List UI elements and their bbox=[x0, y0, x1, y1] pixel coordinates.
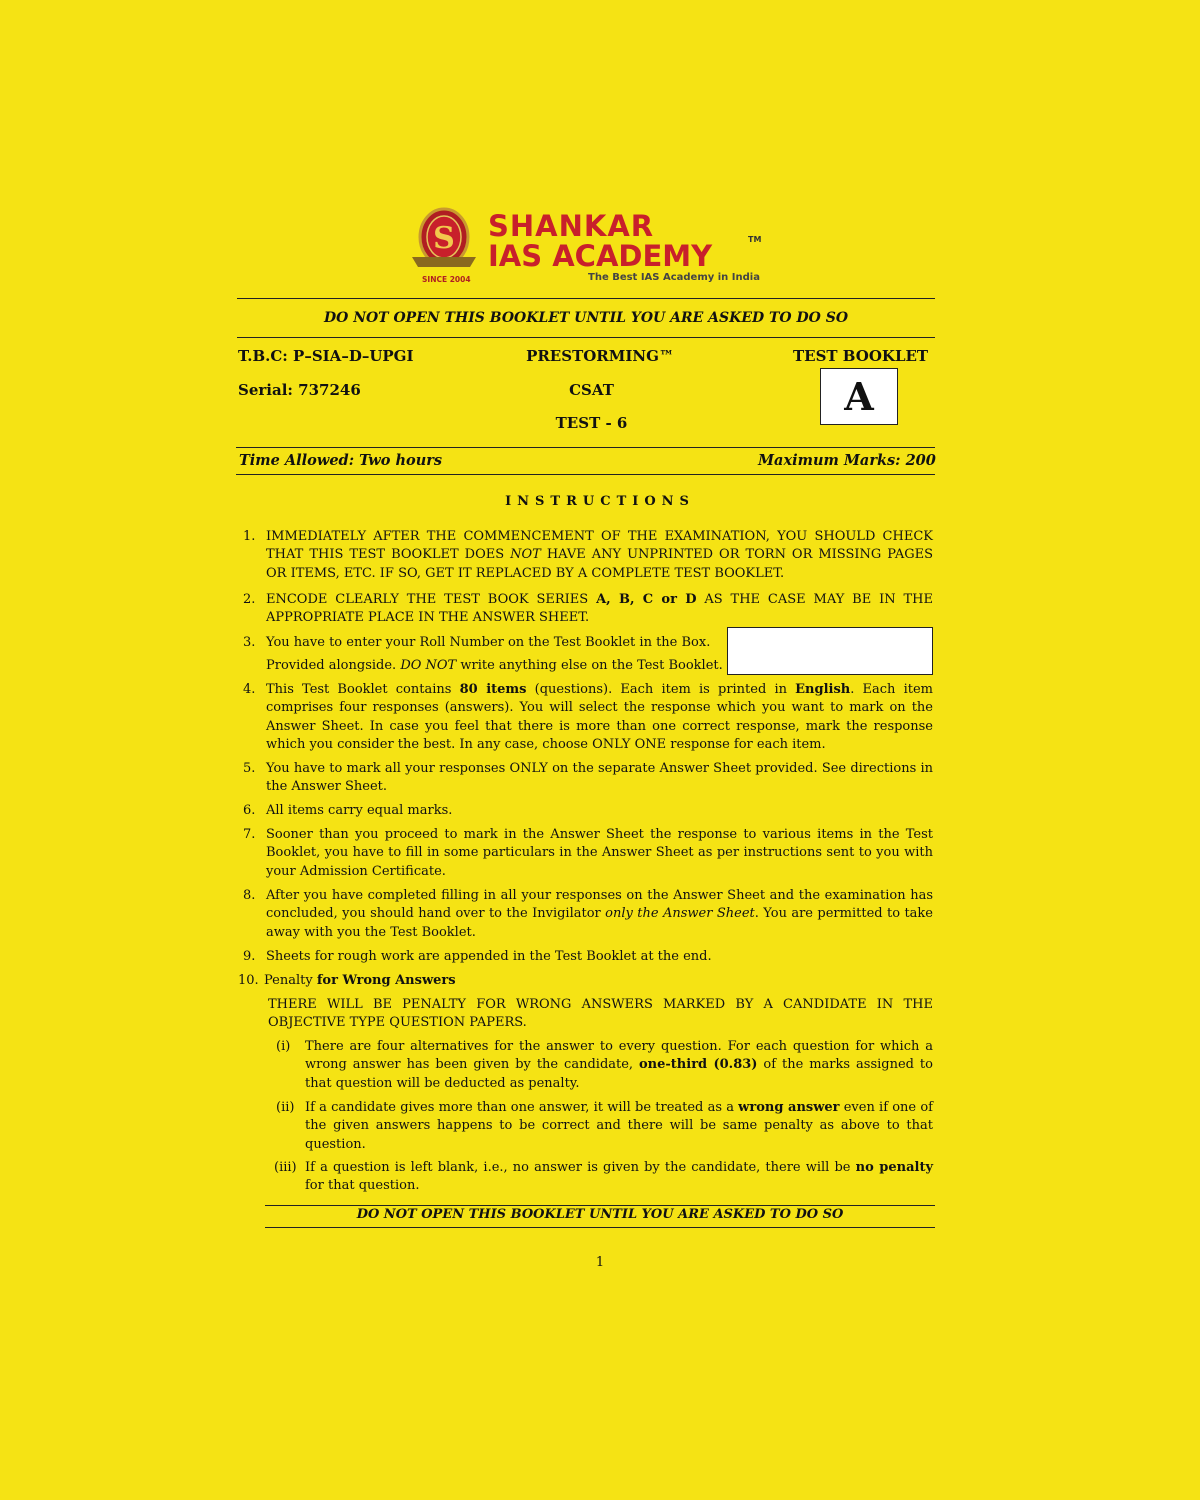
penalty-item-2: If a candidate gives more than one answer, it will be treated as a wrong answer even if one of the given answers happens to be correct and there will be same penalty as above to that question. bbox=[305, 1100, 933, 1152]
instruction-item-4: This Test Booklet contains 80 items (questions). Each item is printed in English. Each item comprises four responses (answers). You will select the response which you want to mark on the Answer Sheet. In case you feel that there is more than one correct response, mark the response which you consider the best. In any case, choose ONLY ONE response for each item. bbox=[266, 682, 933, 752]
tbc-code: T.B.C: P–SIA–D–UPGI bbox=[238, 347, 414, 365]
maximum-marks: Maximum Marks: 200 bbox=[758, 452, 936, 469]
academy-logo bbox=[410, 205, 770, 290]
bottom-warning-banner: DO NOT OPEN THIS BOOKLET UNTIL YOU ARE ASKED TO DO SO bbox=[356, 1207, 844, 1222]
program-name: PRESTORMING™ bbox=[526, 347, 674, 365]
logo-wordmark bbox=[488, 211, 712, 271]
logo-trademark: TM bbox=[748, 235, 762, 244]
item-number: 3. bbox=[243, 635, 256, 650]
top-warning-banner: DO NOT OPEN THIS BOOKLET UNTIL YOU ARE ASKED TO DO SO bbox=[323, 310, 849, 326]
sub-item-number: (ii) bbox=[276, 1100, 295, 1115]
item-number: 6. bbox=[243, 803, 256, 818]
instruction-item-10: Penalty for Wrong Answers bbox=[264, 973, 456, 988]
instruction-item-6: All items carry equal marks. bbox=[266, 803, 453, 818]
instructions-heading: INSTRUCTIONS bbox=[505, 494, 695, 509]
sub-item-number: (iii) bbox=[274, 1160, 297, 1175]
academy-seal-icon bbox=[410, 205, 482, 277]
penalty-item-3: If a question is left blank, i.e., no answer is given by the candidate, there will be no penalty for that question. bbox=[305, 1160, 934, 1194]
subject-name: CSAT bbox=[569, 381, 614, 399]
instruction-item-3-line-2: Provided alongside. DO NOT write anything else on the Test Booklet. bbox=[266, 658, 723, 673]
roll-number-box[interactable] bbox=[727, 627, 933, 675]
item-number: 8. bbox=[243, 888, 256, 903]
logo-since: SINCE 2004 bbox=[422, 275, 471, 284]
divider bbox=[237, 298, 935, 299]
item-number: 7. bbox=[243, 827, 256, 842]
divider bbox=[236, 447, 935, 448]
serial-number: Serial: 737246 bbox=[238, 381, 361, 399]
instruction-item-9: Sheets for rough work are appended in the Test Booklet at the end. bbox=[266, 949, 712, 964]
item-number: 9. bbox=[243, 949, 256, 964]
instruction-item-8: After you have completed filling in all your responses on the Answer Sheet and the examination has concluded, you should hand over to the Invigilator only the Answer Sheet. You are permitted to take away with you the Test Booklet. bbox=[266, 888, 933, 940]
seal-letter: S bbox=[433, 221, 455, 256]
item-number: 4. bbox=[243, 682, 256, 697]
logo-line-1: SHANKAR bbox=[488, 209, 655, 243]
divider bbox=[236, 474, 935, 475]
instruction-item-1: IMMEDIATELY AFTER THE COMMENCEMENT OF THE EXAMINATION, YOU SHOULD CHECK THAT THIS TEST BOOKLET DOES NOT HAVE ANY UNPRINTED OR TORN OR MISSING PAGES OR ITEMS, ETC. IF SO, GET IT REPLACED BY A COMPLETE TEST BOOKLET. bbox=[266, 529, 933, 581]
logo-tagline: The Best IAS Academy in India bbox=[588, 272, 760, 283]
sub-item-number: (i) bbox=[276, 1039, 291, 1054]
test-booklet-label: TEST BOOKLET bbox=[793, 347, 929, 365]
instruction-item-7: Sooner than you proceed to mark in the Answer Sheet the response to various items in the Test Booklet, you have to fill in some particulars in the Answer Sheet as per instructions sent to you with your Admission Certificate. bbox=[266, 827, 933, 879]
item-number: 5. bbox=[243, 761, 256, 776]
item-number: 10. bbox=[238, 973, 259, 988]
logo-line-2: IAS ACADEMY bbox=[488, 239, 713, 273]
divider bbox=[265, 1227, 935, 1228]
divider bbox=[237, 337, 935, 338]
instruction-item-5: You have to mark all your responses ONLY on the separate Answer Sheet provided. See directions in the Answer Sheet. bbox=[266, 761, 933, 795]
page-number: 1 bbox=[595, 1255, 605, 1270]
time-allowed: Time Allowed: Two hours bbox=[239, 452, 443, 469]
booklet-series-box: A bbox=[820, 368, 898, 425]
penalty-item-1: There are four alternatives for the answer to every question. For each question for which a wrong answer has been given by the candidate, one-third (0.83) of the marks assigned to that question will be deducted as penalty. bbox=[305, 1039, 933, 1091]
instruction-item-2: ENCODE CLEARLY THE TEST BOOK SERIES A, B, C or D AS THE CASE MAY BE IN THE APPROPRIATE PLACE IN THE ANSWER SHEET. bbox=[266, 592, 934, 626]
penalty-intro: THERE WILL BE PENALTY FOR WRONG ANSWERS MARKED BY A CANDIDATE IN THE OBJECTIVE TYPE QUESTION PAPERS. bbox=[268, 997, 933, 1031]
test-number: TEST - 6 bbox=[555, 414, 628, 432]
item-number: 2. bbox=[243, 592, 256, 607]
instruction-item-3-line-1: You have to enter your Roll Number on the Test Booklet in the Box. bbox=[266, 635, 711, 650]
divider bbox=[265, 1205, 935, 1206]
item-number: 1. bbox=[243, 529, 256, 544]
